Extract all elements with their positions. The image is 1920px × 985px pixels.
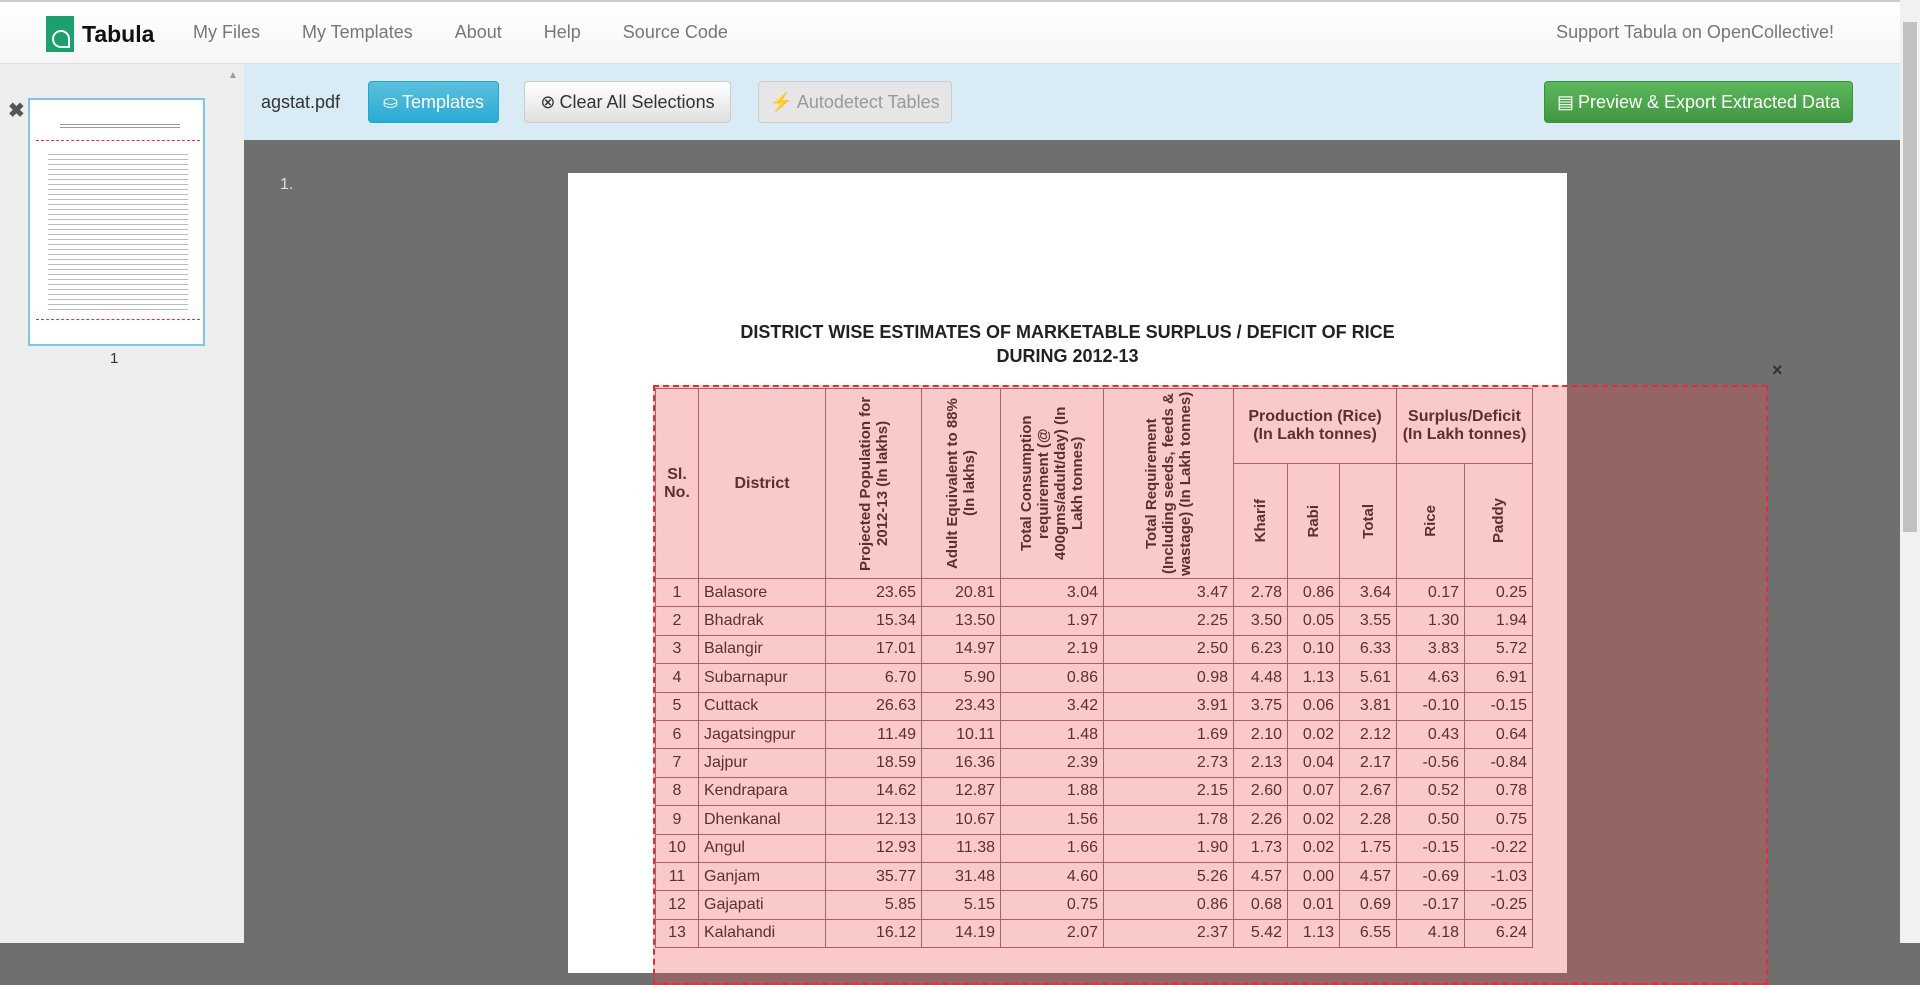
preview-export-button[interactable] [1544, 81, 1853, 123]
value-cell: 3.83 [1397, 635, 1465, 663]
value-cell: 6.33 [1340, 635, 1397, 663]
list-icon: ▤ [1556, 91, 1574, 112]
value-cell: 7 [656, 749, 699, 777]
value-cell: 2.37 [1104, 919, 1234, 947]
nav-my-files[interactable]: My Files [193, 22, 260, 42]
nav-help[interactable]: Help [543, 22, 581, 42]
value-cell: 26.63 [826, 692, 922, 720]
header-rabi: Rabi [1305, 504, 1322, 538]
value-cell: 2.12 [1340, 720, 1397, 748]
clear-label: Clear All Selections [559, 91, 715, 112]
value-cell: 1.88 [1001, 777, 1104, 805]
value-cell: 0.78 [1465, 777, 1533, 805]
value-cell: 3.75 [1234, 692, 1288, 720]
value-cell: 5.72 [1465, 635, 1533, 663]
value-cell: 31.48 [922, 862, 1001, 890]
header-total: Total [1359, 503, 1377, 539]
district-cell: Balangir [699, 635, 826, 663]
value-cell: 0.43 [1397, 720, 1465, 748]
preview-label: Preview & Export Extracted Data [1577, 91, 1841, 112]
value-cell: 5.90 [922, 664, 1001, 692]
value-cell: 0.86 [1104, 891, 1234, 919]
value-cell: 1.73 [1234, 834, 1288, 862]
value-cell: 0.07 [1288, 777, 1340, 805]
close-icon[interactable]: ✖ [8, 100, 25, 122]
value-cell: 5.15 [922, 891, 1001, 919]
filename: agstat.pdf [261, 92, 341, 112]
district-cell: Gajapati [699, 891, 826, 919]
value-cell: 2.73 [1104, 749, 1234, 777]
district-cell: Ganjam [699, 862, 826, 890]
value-cell: 0.86 [1288, 579, 1340, 607]
value-cell: 5 [656, 692, 699, 720]
header-consumption: Total Consumption requirement (@ 400gms/adult/day) (In Lakh tonnes) [1018, 406, 1086, 561]
value-cell: 5.61 [1340, 664, 1397, 692]
value-cell: 5.26 [1104, 862, 1234, 890]
clear-all-selections-button[interactable] [524, 81, 731, 123]
value-cell: 2.67 [1340, 777, 1397, 805]
value-cell: 2.26 [1234, 806, 1288, 834]
value-cell: 10.11 [922, 720, 1001, 748]
nav-about[interactable]: About [454, 22, 502, 42]
value-cell: 2.28 [1340, 806, 1397, 834]
value-cell: 0.50 [1397, 806, 1465, 834]
value-cell: 1.69 [1104, 720, 1234, 748]
value-cell: 0.25 [1465, 579, 1533, 607]
value-cell: 1.13 [1288, 919, 1340, 947]
value-cell: 10.67 [922, 806, 1001, 834]
value-cell: -0.17 [1397, 891, 1465, 919]
page-thumbnails-sidebar [0, 64, 244, 943]
value-cell: 3.64 [1340, 579, 1397, 607]
value-cell: 1.75 [1340, 834, 1397, 862]
value-cell: 2.78 [1234, 579, 1288, 607]
support-link[interactable]: Support Tabula on OpenCollective! [1556, 22, 1834, 42]
value-cell: 12.93 [826, 834, 922, 862]
nav-source-code[interactable]: Source Code [622, 22, 728, 42]
page-number: 1. [280, 176, 294, 193]
value-cell: -0.69 [1397, 862, 1465, 890]
value-cell: 0.98 [1104, 664, 1234, 692]
scroll-up-arrow[interactable]: ▲ [228, 70, 238, 81]
value-cell: 3 [656, 635, 699, 663]
district-cell: Kalahandi [699, 919, 826, 947]
value-cell: 5.85 [826, 891, 922, 919]
remove-selection-close-icon[interactable]: × [1772, 360, 1783, 380]
value-cell: 2.13 [1234, 749, 1288, 777]
value-cell: 11.49 [826, 720, 922, 748]
autodetect-tables-button[interactable] [758, 81, 952, 123]
value-cell: 2.15 [1104, 777, 1234, 805]
header-slno: Sl. No. [656, 389, 699, 579]
value-cell: 0.02 [1288, 806, 1340, 834]
value-cell: 13 [656, 919, 699, 947]
value-cell: 12.87 [922, 777, 1001, 805]
value-cell: 14.97 [922, 635, 1001, 663]
value-cell: 0.86 [1001, 664, 1104, 692]
header-requirement: Total Requirement (Including seeds, feeds & wastage) (In Lakh tonnes) [1143, 391, 1194, 576]
title-line-1: DISTRICT WISE ESTIMATES OF MARKETABLE SURPLUS / DEFICIT OF RICE [740, 322, 1395, 342]
value-cell: 2.39 [1001, 749, 1104, 777]
district-cell: Angul [699, 834, 826, 862]
value-cell: 3.47 [1104, 579, 1234, 607]
district-cell: Dhenkanal [699, 806, 826, 834]
value-cell: 0.10 [1288, 635, 1340, 663]
value-cell: 6.23 [1234, 635, 1288, 663]
value-cell: 0.17 [1397, 579, 1465, 607]
value-cell: 1.48 [1001, 720, 1104, 748]
header-paddy: Paddy [1490, 498, 1507, 544]
header-production: Production (Rice) (In Lakh tonnes) [1234, 389, 1397, 464]
page-thumbnail[interactable] [28, 98, 205, 346]
autodetect-label: Autodetect Tables [796, 91, 940, 112]
value-cell: 35.77 [826, 862, 922, 890]
value-cell: 0.52 [1397, 777, 1465, 805]
value-cell: 23.43 [922, 692, 1001, 720]
templates-button[interactable] [368, 81, 499, 123]
value-cell: 11 [656, 862, 699, 890]
value-cell: 0.02 [1288, 720, 1340, 748]
value-cell: 10 [656, 834, 699, 862]
value-cell: 14.62 [826, 777, 922, 805]
value-cell: 3.50 [1234, 607, 1288, 635]
value-cell: 12 [656, 891, 699, 919]
value-cell: 1 [656, 579, 699, 607]
value-cell: 2 [656, 607, 699, 635]
header-district: District [699, 389, 826, 579]
value-cell: 2.50 [1104, 635, 1234, 663]
value-cell: 2.60 [1234, 777, 1288, 805]
district-cell: Balasore [699, 579, 826, 607]
value-cell: 0.69 [1340, 891, 1397, 919]
toolbar [244, 64, 1900, 140]
value-cell: 3.55 [1340, 607, 1397, 635]
value-cell: 15.34 [826, 607, 922, 635]
value-cell: 0.01 [1288, 891, 1340, 919]
district-cell: Bhadrak [699, 607, 826, 635]
value-cell: 0.68 [1234, 891, 1288, 919]
value-cell: 3.04 [1001, 579, 1104, 607]
value-cell: -1.03 [1465, 862, 1533, 890]
value-cell: 4.63 [1397, 664, 1465, 692]
value-cell: 6.55 [1340, 919, 1397, 947]
value-cell: 4.48 [1234, 664, 1288, 692]
navbar [0, 0, 1920, 64]
value-cell: -0.15 [1397, 834, 1465, 862]
value-cell: 1.30 [1397, 607, 1465, 635]
value-cell: 6 [656, 720, 699, 748]
value-cell: 23.65 [826, 579, 922, 607]
value-cell: -0.56 [1397, 749, 1465, 777]
value-cell: 4.60 [1001, 862, 1104, 890]
value-cell: 0.05 [1288, 607, 1340, 635]
title-line-2: DURING 2012-13 [996, 346, 1139, 366]
value-cell: 2.17 [1340, 749, 1397, 777]
value-cell: 1.56 [1001, 806, 1104, 834]
value-cell: 17.01 [826, 635, 922, 663]
value-cell: 1.66 [1001, 834, 1104, 862]
value-cell: 0.06 [1288, 692, 1340, 720]
remove-circle-icon: ⊗ [540, 91, 556, 112]
thumbnail-page-number: 1 [110, 350, 119, 367]
value-cell: 1.94 [1465, 607, 1533, 635]
value-cell: -0.25 [1465, 891, 1533, 919]
header-population: Projected Population for 2012-13 (In lakhs) [856, 396, 891, 571]
value-cell: 0.75 [1465, 806, 1533, 834]
value-cell: 4 [656, 664, 699, 692]
value-cell: 0.00 [1288, 862, 1340, 890]
value-cell: 3.42 [1001, 692, 1104, 720]
value-cell: 14.19 [922, 919, 1001, 947]
tabula-logo-icon [46, 16, 74, 52]
value-cell: 6.24 [1465, 919, 1533, 947]
value-cell: 0.75 [1001, 891, 1104, 919]
value-cell: -0.10 [1397, 692, 1465, 720]
header-surplus: Surplus/Deficit (In Lakh tonnes) [1397, 389, 1533, 464]
header-rice: Rice [1422, 505, 1439, 537]
value-cell: 8 [656, 777, 699, 805]
value-cell: 1.97 [1001, 607, 1104, 635]
value-cell: 0.64 [1465, 720, 1533, 748]
value-cell: 11.38 [922, 834, 1001, 862]
value-cell: -0.84 [1465, 749, 1533, 777]
value-cell: 20.81 [922, 579, 1001, 607]
value-cell: 13.50 [922, 607, 1001, 635]
value-cell: 4.18 [1397, 919, 1465, 947]
vertical-scrollbar[interactable] [1900, 0, 1920, 943]
document-title [568, 320, 1567, 368]
value-cell: 2.19 [1001, 635, 1104, 663]
header-kharif: Kharif [1252, 499, 1269, 543]
value-cell: 0.02 [1288, 834, 1340, 862]
brand-name: Tabula [82, 20, 155, 47]
value-cell: -0.22 [1465, 834, 1533, 862]
value-cell: 9 [656, 806, 699, 834]
header-adult: Adult Equivalent to 88% (In lakhs) [944, 398, 978, 569]
value-cell: 4.57 [1234, 862, 1288, 890]
district-cell: Cuttack [699, 692, 826, 720]
value-cell: 3.91 [1104, 692, 1234, 720]
district-cell: Kendrapara [699, 777, 826, 805]
value-cell: 2.07 [1001, 919, 1104, 947]
value-cell: -0.15 [1465, 692, 1533, 720]
value-cell: 6.70 [826, 664, 922, 692]
table-selection-area[interactable] [653, 385, 1768, 985]
district-cell: Jagatsingpur [699, 720, 826, 748]
flash-icon: ⚡ [770, 91, 793, 112]
brand[interactable] [46, 16, 154, 52]
value-cell: 12.13 [826, 806, 922, 834]
district-cell: Subarnapur [699, 664, 826, 692]
value-cell: 1.78 [1104, 806, 1234, 834]
templates-icon: ⛀ [382, 91, 399, 112]
value-cell: 3.81 [1340, 692, 1397, 720]
district-cell: Jajpur [699, 749, 826, 777]
value-cell: 2.10 [1234, 720, 1288, 748]
scrollbar-thumb[interactable] [1903, 22, 1917, 532]
value-cell: 2.25 [1104, 607, 1234, 635]
value-cell: 6.91 [1465, 664, 1533, 692]
value-cell: 16.12 [826, 919, 922, 947]
templates-label: Templates [402, 91, 485, 112]
value-cell: 1.13 [1288, 664, 1340, 692]
value-cell: 18.59 [826, 749, 922, 777]
value-cell: 0.04 [1288, 749, 1340, 777]
value-cell: 5.42 [1234, 919, 1288, 947]
value-cell: 16.36 [922, 749, 1001, 777]
value-cell: 4.57 [1340, 862, 1397, 890]
value-cell: 1.90 [1104, 834, 1234, 862]
nav-my-templates[interactable]: My Templates [302, 22, 413, 42]
